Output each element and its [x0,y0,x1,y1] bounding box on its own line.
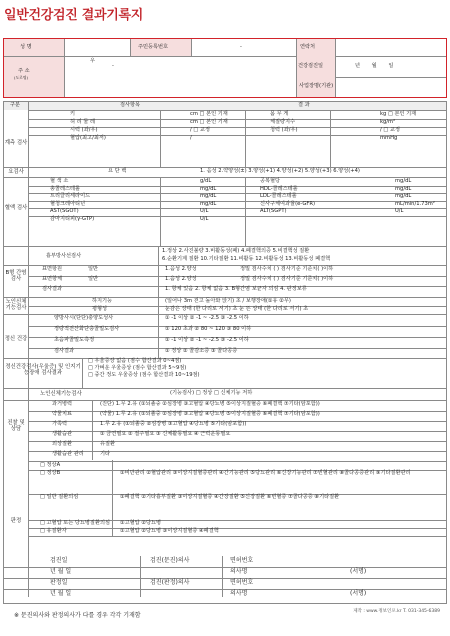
life-3[interactable]: □ 중간 정도 우울증상 (점수 합산결과 10~19점) [88,372,200,378]
col-result: 결 과 [298,102,310,108]
dx-label: 과거병력 [52,401,73,407]
dx-label: 약물치료 [52,411,73,417]
elderly-function-label: 노인신체기능검사 [40,391,82,397]
sig-field: 의사명 [230,568,248,575]
blood-unit[interactable]: U/L [200,215,209,222]
address-label: 주 소 [18,68,30,74]
business-label: 사업장명(기관) [299,83,334,89]
measure-value[interactable]: cm □ 본인 기재 [190,111,228,117]
hepb-label: 검사결과 [42,286,63,292]
urine-section: 요검사 [8,169,24,175]
elderly-label: 평형성 [92,306,108,312]
hepb-type: 일반 [88,276,99,282]
dx-label: 생활습관 [52,431,73,437]
judge-options[interactable]: ①비만관리 ②혈압관리 ③이상지질혈증관리 ④간기능관리 ⑤당뇨관리 ⑥신장기능관리 ⑦빈혈관리 ⑧골다공증관리 ⑨기타질환관리 [120,470,411,476]
hepb-label: 표면항원 [42,266,63,272]
col-divider [158,297,159,314]
bone-label: 양방사시(단단)충양도성사 [54,315,114,321]
urine-label: 요 단 백 [108,168,127,174]
blood-unit-2[interactable]: mL/min/1.73m² [395,200,435,207]
blood-label: AST(SGOT) [50,208,79,214]
col-divider [112,460,113,536]
hepb-result[interactable]: 1.음성 2.양성 [165,276,197,282]
blood-label-2: 신사구체여과율(e-GFR) [260,200,315,207]
life-1[interactable]: □ 우울증상 없음 (점수 합산결과 0~4점) [88,358,182,364]
col-item: 검사항목 [120,102,141,108]
elderly-function-options[interactable]: (기능검사) □ 정상 □ 신체기능 저하 [170,390,253,396]
blood-unit[interactable]: mg/dL [200,193,217,199]
measure-label: 시력 (좌/우) [70,127,98,133]
blood-unit-2[interactable]: mg/dL [395,178,412,184]
sig-date[interactable]: 검진일 [50,557,68,564]
col-divider [140,556,141,597]
address-sublabel: (도로명) [14,75,28,80]
blood-label-2: ALT(SGPT) [260,208,287,214]
dx-options[interactable]: 1.무 2.유 (①뇌졸중 ②심장병 ③고혈압 ④당뇨병 ⑤기타(암포함)) [100,421,247,427]
judge-options[interactable]: ①고혈압 ②당뇨병 [120,520,162,526]
chest-line2[interactable]: 6.순환기계 질환 10.기타질환 11.비활동 12.비활동성 13.비활동성 폐결핵 [162,256,331,262]
postal-dash[interactable]: - [112,63,114,69]
life-2[interactable]: □ 가벼운 우울증상 (점수 합산결과 5~9점) [88,365,187,371]
elderly-result[interactable]: 눈감은 상태 (한 다리로 서기) 초 눈 뜬 상태 (한 다리로 서기) 초 [165,306,309,312]
row-divider [28,186,446,187]
measure-value-2[interactable]: mmHg [380,135,398,141]
dx-options[interactable]: (약물) 1.무 2.유 (①뇌졸중 ②심장병 ③고혈압 ④당뇨병 ⑤이상지질혈증 ⑥폐결핵 ⑦기타(암포함)) [100,411,320,417]
sig-date[interactable]: 년 월 일 [50,590,72,597]
hepb-detail[interactable]: 정밀 검사수치 ( ) 검사기준 기준치( )이하 [240,266,334,272]
row-divider [28,461,446,462]
col-divider [160,177,161,246]
row-divider [4,578,446,579]
blood-label-2: HDL-콜레스테롤 [260,185,298,192]
footer-note: ※ 문진의사와 판정의사가 다를 경우 각각 기재함 [14,612,141,619]
sig-field: 면허번호 [230,557,254,564]
col-divider [245,177,246,246]
chest-line1[interactable]: 1.정상 2.사진불량 3.비활동성(폐) 4.폐결핵의증 5.비결핵성 질환 [162,248,310,254]
hepb-label: 표면항체 [42,276,63,282]
checkup-date-label: 건강검진일 [298,63,324,69]
dx-options[interactable]: 기타 [100,451,111,457]
elderly-label: 하지기능 [92,298,113,304]
blood-unit-2[interactable]: mg/dL [395,185,412,192]
dx-label: 생활습관 관리 [52,451,84,457]
row-divider [28,201,446,202]
publisher: 제작 : www.정보인포.kr T. 031-345-6389 [353,609,440,614]
measure-value-2[interactable]: kg □ 본인 기재 [380,111,417,117]
sig-date[interactable]: 년 월 일 [50,568,72,575]
blood-unit[interactable]: g/dL [200,178,212,184]
elderly-result[interactable]: (일어나 3m 걷고 돌아와 앉기) 초 / 보행장애(①유 ②무) [165,298,291,304]
row-divider [28,431,446,432]
judge-label[interactable]: □ 정상B [40,470,61,476]
sig-doctor: 검진(문진)의사 [150,557,190,564]
blood-label-2: LDL-콜레스테롤 [260,193,297,199]
dx-options[interactable]: 유질환 [100,441,116,447]
checkup-date-value[interactable]: 년 월 일 [355,63,394,69]
row-divider [28,451,446,452]
col-category: 구분 [10,102,21,108]
judge-label[interactable]: □ 유질환자 [40,528,67,534]
col-divider [245,110,246,167]
judge-label[interactable]: □ 일반 질환의심 [40,494,79,500]
diagnosis-section: 진찰 및 상담 [7,420,25,433]
bone-label: 정량적전산화단층골밀도검사 [54,326,120,332]
bone-result[interactable]: ① -1 이상 ② -1 ~ -2.5 ③ -2.5 이하 [165,337,249,343]
sig-sign[interactable]: (서명) [350,590,367,597]
sig-date[interactable]: 판정일 [50,579,68,586]
personal-label-bg [4,39,64,97]
hepb-detail[interactable]: 정밀 검사수치 ( ) 검사기준 기준치( )이하 [240,276,334,282]
blood-label: 혈청크레아티닌 [50,200,86,207]
col-divider [158,314,159,358]
urine-result[interactable]: 1. 음성 2.약양성(±) 3.양성(+1) 4.양성(+2) 5.양성(+3) 6.양성(+4) [200,168,360,174]
measure-label-2: 몸 무 게 [270,111,289,117]
page-title: 일반건강검진 결과기록지 [4,8,144,23]
judge-options[interactable]: ①폐결핵 ②기타흉부질환 ③이상지질혈증 ④간장질환 ⑤신장질환 ⑥빈혈증 ⑦골다공증 ⑧기타질환 [120,494,340,500]
measure-label: 혈압(최고/최저) [70,135,106,141]
measure-value[interactable]: / [190,135,192,141]
blood-section: 혈액 검사 [4,205,28,211]
blood-label: 혈 색 소 [50,178,69,184]
dx-options[interactable]: (진단) 1.무 2.유 (①뇌졸중 ②심장병 ③고혈압 ④당뇨병 ⑤이상지질혈증 ⑥폐결핵 ⑦기타(암포함)) [100,401,320,407]
bone-label: 초음파골밀도측정 [54,337,95,343]
blood-label: 총콜레스테롤 [50,185,81,192]
lifestyle-section: 정신건강검사(우울증) 및 인지기능장애 검사결과 [5,364,81,377]
blood-unit[interactable]: mg/dL [200,200,217,207]
contact-label: 연락처 [300,44,316,50]
measure-value[interactable]: / □ 교정 [190,127,210,133]
bone-label: 검사결과 [54,348,75,354]
measure-label-2: 체질량지수 [270,119,296,125]
measure-label: 키 [70,111,76,117]
col-divider [92,400,93,460]
hepb-result[interactable]: 1.음성 2.양성 [165,266,197,272]
row-divider [28,536,446,537]
measurement-section: 계측 검사 [4,140,28,146]
rrn-label: 주민등록번호 [138,44,169,50]
row-divider [28,441,446,442]
col-divider [222,556,223,597]
elderly-section: 노인신체기능검사 [5,299,27,312]
sig-field: 면허번호 [230,579,254,586]
dx-label: 가족력 [52,421,68,427]
bone-result[interactable]: ① -1 이상 ② -1 ~ -2.5 ③ -2.5 이하 [165,315,249,321]
col-divider [158,265,159,297]
row-divider [28,193,446,194]
col-divider [330,110,331,167]
sig-doctor: 검진(판정)의사 [150,579,190,586]
hepb-type: 일반 [88,266,99,272]
row-divider [28,208,446,209]
judgment-section: 판정 [10,518,22,524]
judge-label[interactable]: □ 고혈압 또는 당뇨병질환의심 [40,520,110,526]
blood-label-2: 공복혈당 [260,178,281,184]
measure-value[interactable]: cm □ 본인 기재 [190,119,228,125]
col-divider [160,110,161,167]
sig-sign[interactable]: (서명) [350,568,367,575]
mental-section: 정신 건강 [4,336,28,342]
chest-xray-label: 흉부방사선검사 [46,253,82,259]
measure-value-2[interactable]: / □ 교정 [380,127,400,133]
blood-unit-2[interactable]: U/L [395,208,404,214]
dx-options[interactable]: ① 금연필요 ② 절주필요 ③ 신체활동필요 ④ 근력운동필요 [100,431,231,437]
blood-unit[interactable]: mg/dL [200,185,217,192]
hepb-section: B형 간염 검사 [5,270,27,283]
judge-label[interactable]: □ 정상A [40,462,61,468]
dx-label: 외상질환 [52,441,73,447]
rrn-dash[interactable]: - [240,44,242,50]
bone-result[interactable]: ① 120 초과 ② 80 ~ 120 ③ 80 이하 [165,326,252,332]
blood-label: 트리글리세라이드 [50,193,91,199]
blood-unit[interactable]: U/L [200,208,209,214]
judge-options[interactable]: ①고혈압 ②당뇨병 ③이상지질혈증 ④폐결핵 [120,528,219,534]
sig-field: 의사명 [230,590,248,597]
name-label: 성 명 [20,44,32,50]
hepb-result[interactable]: 1. 항체 있음 2. 항체 없음 3. B형간염 보균자 의심 4. 판정보류 [165,286,307,292]
postal-mark[interactable]: 우 [90,58,96,64]
bone-result[interactable]: ① 정상 ② 골감소증 ③ 골다공증 [165,348,238,354]
measure-label: 허 리 둘 레 [70,119,95,125]
blood-label: 감마지티피(γ-GTP) [50,215,95,222]
measure-label-2: 청력 (좌/우) [270,127,298,133]
blood-unit-2[interactable]: mg/dL [395,193,412,199]
measure-value-2[interactable]: kg/m² [380,119,396,125]
